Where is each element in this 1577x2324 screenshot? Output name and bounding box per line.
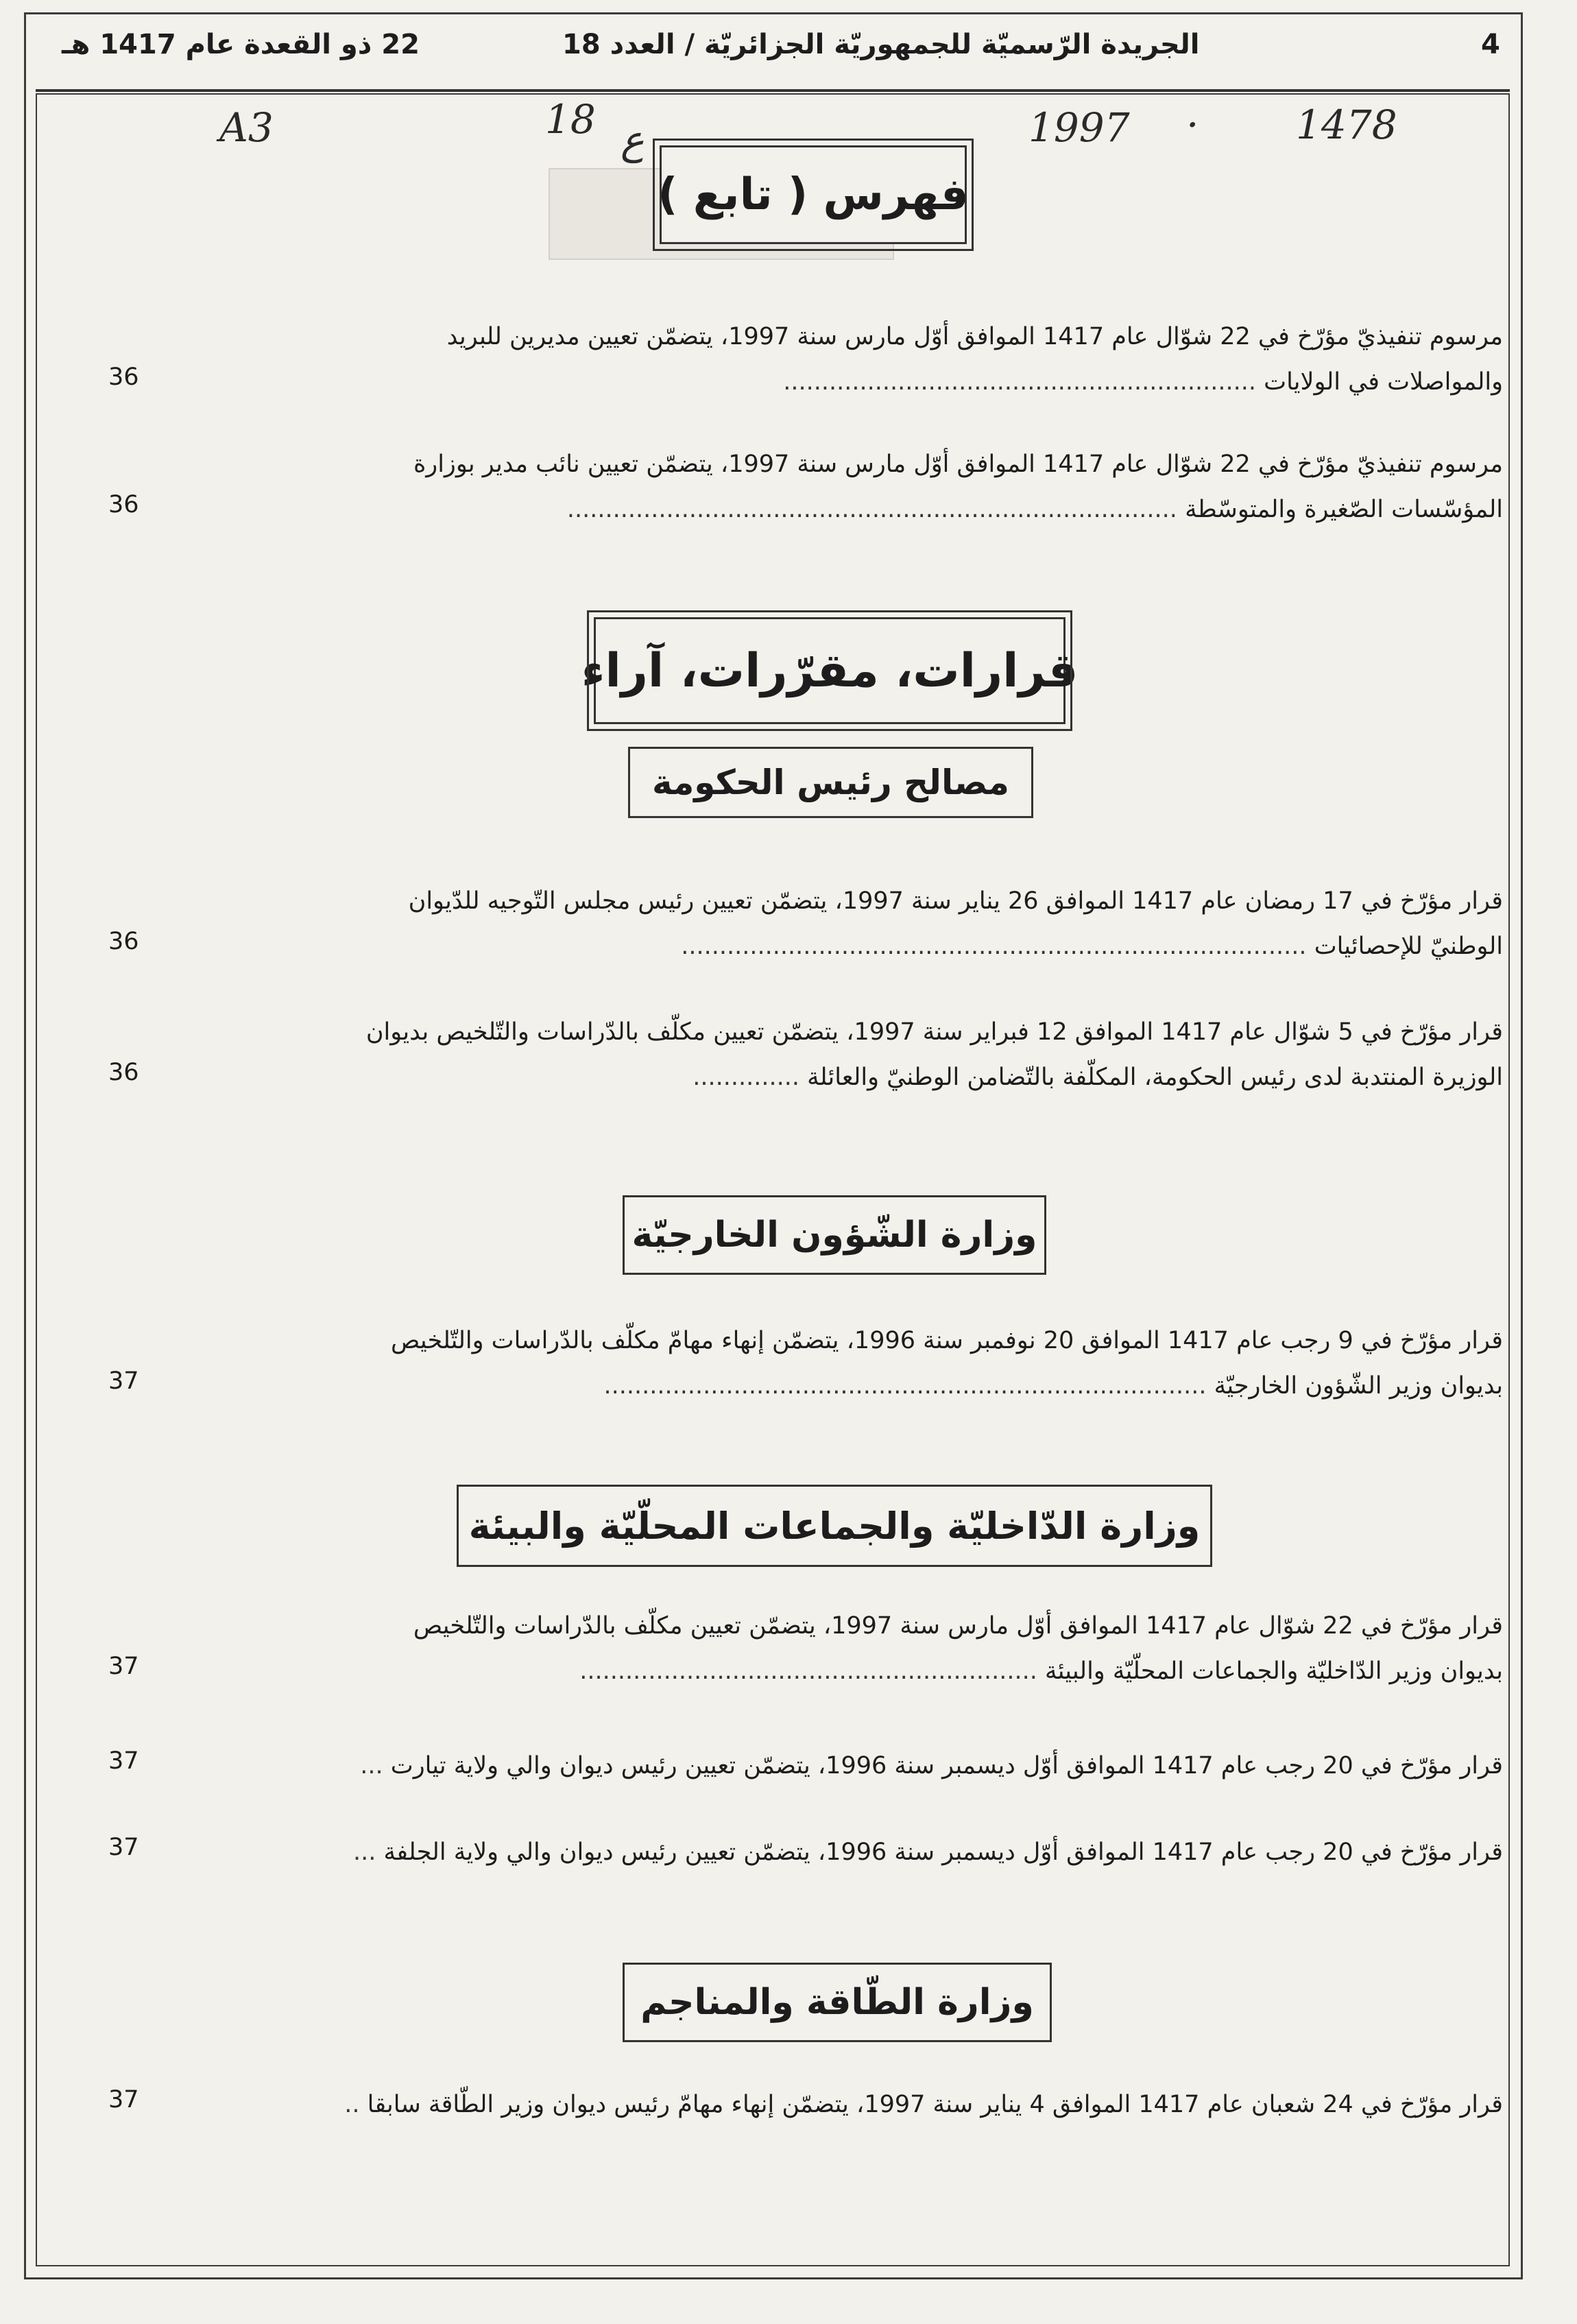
leader-dots: .............................................................. — [783, 368, 1257, 396]
toc-entry — [159, 1009, 1503, 1100]
entry-line: قرار مؤرّخ في 20 رجب عام 1417 الموافق أوّل ديسمبر سنة 1996، يتضمّن تعيين رئيس ديوان والي ولاية تيارت — [390, 1752, 1503, 1780]
toc-entry — [159, 1743, 1503, 1788]
leader-dots: .............. — [693, 1064, 799, 1091]
toc-entry — [159, 1830, 1503, 1875]
page-number: 4 — [1481, 29, 1500, 60]
subsection-title: وزارة الطّاقة والمناجم — [640, 1982, 1034, 2023]
leader-dots: .. — [344, 2091, 360, 2118]
subsection-title: مصالح رئيس الحكومة — [652, 763, 1009, 802]
leader-dots: .................................................................................. — [681, 933, 1307, 960]
entry-page-number: 37 — [108, 1747, 139, 1775]
entry-line: قرار مؤرّخ في 5 شوّال عام 1417 الموافق 12 فبراير سنة 1997، يتضمّن تعيين مكلّف بالدّراسات والتّلخيص بديوان — [365, 1018, 1503, 1046]
toc-entry — [159, 442, 1503, 532]
entry-line: قرار مؤرّخ في 20 رجب عام 1417 الموافق أوّل ديسمبر سنة 1996، يتضمّن تعيين رئيس ديوان والي ولاية الجلفة — [383, 1838, 1503, 1866]
entry-page-number: 37 — [108, 1653, 139, 1680]
toc-entry — [159, 1603, 1503, 1694]
entry-page-number: 37 — [108, 2086, 139, 2113]
entry-line: بديوان وزير الدّاخليّة والجماعات المحلّيّة والبيئة — [1044, 1657, 1503, 1685]
entry-line: مرسوم تنفيذيّ مؤرّخ في 22 شوّال عام 1417 الموافق أوّل مارس سنة 1997، يتضمّن تعيين مديرين للبريد — [446, 323, 1503, 350]
leader-dots: ............................................................ — [579, 1657, 1037, 1685]
entry-page-number: 36 — [108, 1059, 139, 1086]
leader-dots: ... — [353, 1838, 376, 1866]
entry-line: قرار مؤرّخ في 22 شوّال عام 1417 الموافق أوّل مارس سنة 1997، يتضمّن تعيين مكلّف بالدّراسات والتّلخيص — [413, 1612, 1503, 1640]
subsection-title: وزارة الدّاخليّة والجماعات المحلّيّة والبيئة — [468, 1504, 1201, 1548]
entry-line: بديوان وزير الشّؤون الخارجيّة — [1214, 1372, 1503, 1400]
handwritten-note: 18 — [545, 96, 596, 143]
subsection-box — [628, 747, 1033, 818]
entry-page-number: 36 — [108, 491, 139, 518]
toc-entry — [159, 2082, 1503, 2127]
index-title-box — [660, 145, 967, 244]
entry-line: الوزيرة المنتدبة لدى رئيس الحكومة، المكلّفة بالتّضامن الوطنيّ والعائلة — [807, 1064, 1503, 1091]
leader-dots: ... — [360, 1752, 383, 1780]
handwritten-note: · — [1186, 101, 1199, 148]
entry-page-number: 36 — [108, 363, 139, 391]
entry-line: قرار مؤرّخ في 17 رمضان عام 1417 الموافق 26 يناير سنة 1997، يتضمّن تعيين رئيس مجلس التّوجيه للدّيوان — [408, 887, 1503, 915]
leader-dots: ............................................................................... — [603, 1372, 1207, 1400]
entry-line: والمواصلات في الولايات — [1264, 368, 1503, 396]
header-rule — [36, 89, 1510, 92]
journal-title: الجريدة الرّسميّة للجمهوريّة الجزائريّة / العدد 18 — [562, 29, 1200, 60]
section-title-box — [581, 617, 1079, 724]
toc-entry — [159, 878, 1503, 969]
subsection-title: وزارة الشّؤون الخارجيّة — [631, 1214, 1037, 1256]
handwritten-note: 1997 — [1028, 104, 1130, 151]
issue-date: 22 ذو القعدة عام 1417 هـ — [62, 29, 420, 60]
index-title: فهرس ( تابع ) — [658, 169, 969, 220]
toc-entry — [159, 314, 1503, 405]
entry-line: قرار مؤرّخ في 24 شعبان عام 1417 الموافق 4 يناير سنة 1997، يتضمّن إنهاء مهامّ رئيس ديوان وزير الطّاقة سابقا — [367, 2091, 1503, 2118]
section-title: قرارات، مقرّرات، آراء — [581, 643, 1079, 698]
entry-line: المؤسّسات الصّغيرة والمتوسّطة — [1185, 496, 1503, 523]
entry-page-number: 36 — [108, 928, 139, 955]
entry-page-number: 37 — [108, 1367, 139, 1395]
subsection-box — [623, 1963, 1052, 2042]
handwritten-note: A3 — [219, 104, 274, 151]
entry-line: مرسوم تنفيذيّ مؤرّخ في 22 شوّال عام 1417 الموافق أوّل مارس سنة 1997، يتضمّن تعيين نائب مدير بوزارة — [413, 451, 1503, 478]
entry-line: قرار مؤرّخ في 9 رجب عام 1417 الموافق 20 نوفمبر سنة 1996، يتضمّن إنهاء مهامّ مكلّف بالدّراسات والتّلخيص — [391, 1327, 1503, 1354]
subsection-box — [457, 1485, 1212, 1567]
entry-page-number: 37 — [108, 1834, 139, 1861]
toc-entry — [159, 1318, 1503, 1409]
entry-line: الوطنيّ للإحصائيات — [1314, 933, 1503, 960]
handwritten-note: 1478 — [1296, 101, 1397, 148]
handwritten-note: ع — [621, 117, 645, 163]
leader-dots: ................................................................................ — [566, 496, 1177, 523]
subsection-box — [623, 1195, 1046, 1275]
page-inner-frame — [36, 93, 1510, 2266]
